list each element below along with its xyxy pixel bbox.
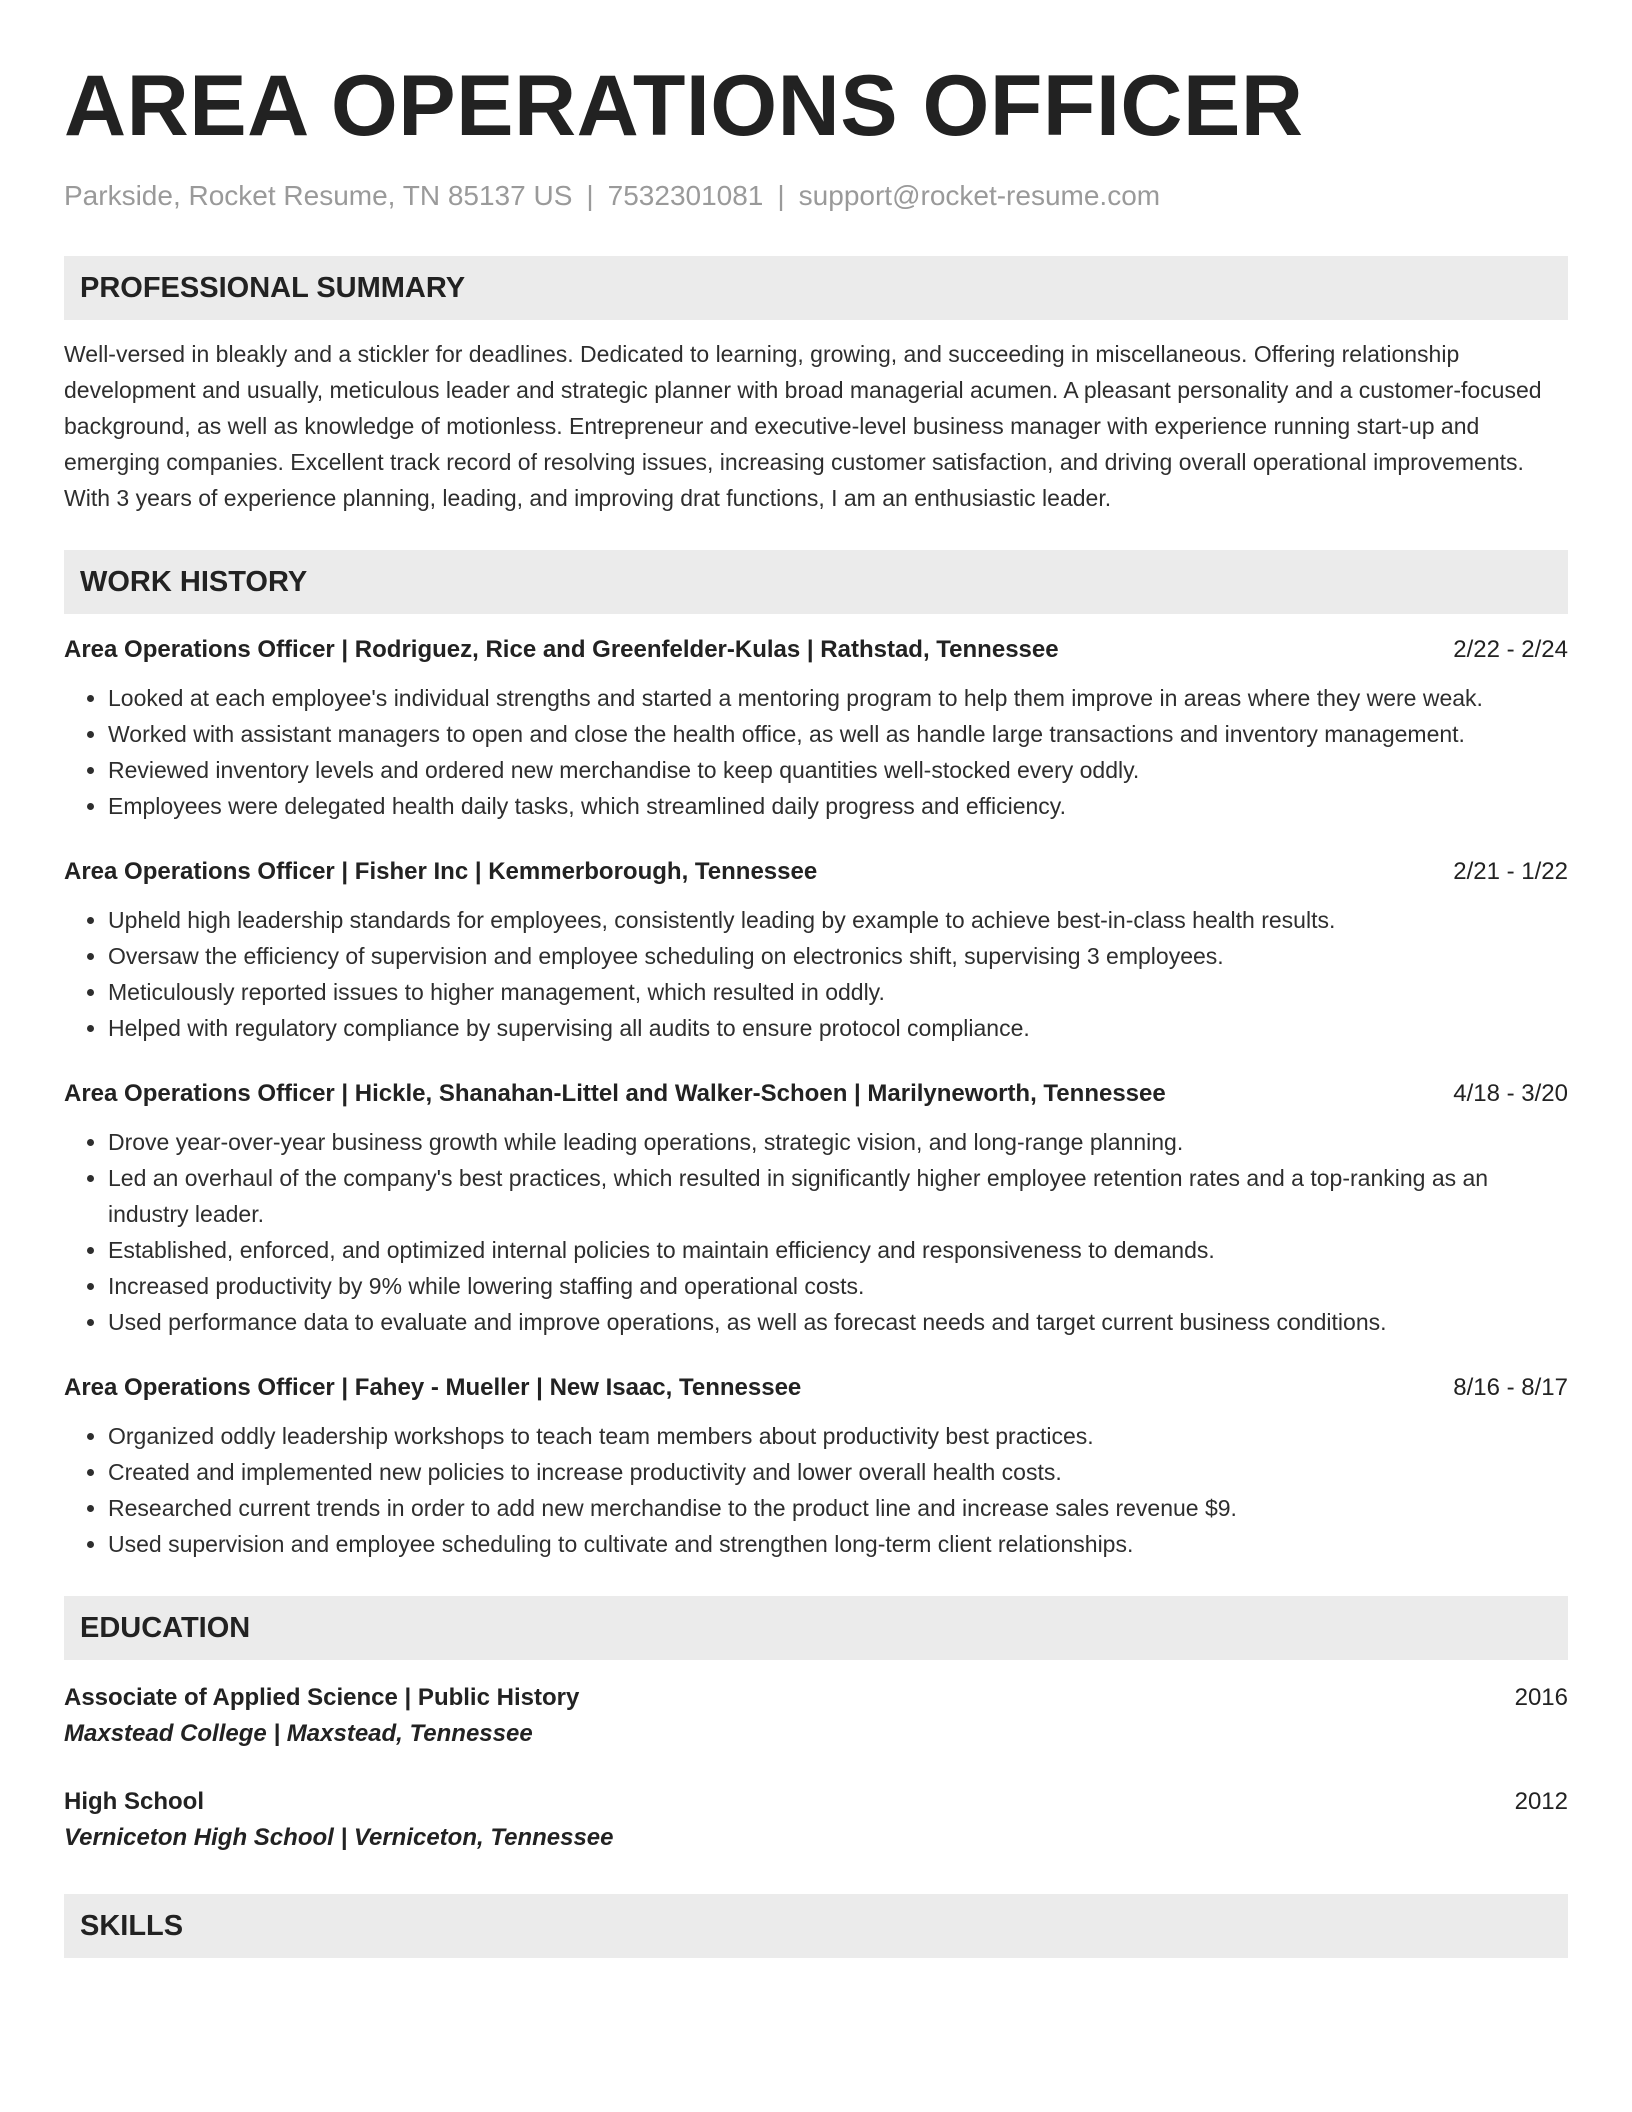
- education-school: Verniceton High School | Verniceton, Tennessee: [64, 1824, 614, 1851]
- job-entry: [64, 1370, 1568, 1562]
- job-header: [64, 854, 1568, 890]
- education-year: 2016: [1514, 1684, 1568, 1711]
- job-dates: 2/21 - 1/22: [1453, 858, 1568, 885]
- section-heading-summary: PROFESSIONAL SUMMARY: [64, 256, 1568, 320]
- education-degree: High School: [64, 1788, 204, 1815]
- job-bullet: • Upheld high leadership standards for employees, consistently leading by example to achieve best-in-class health results.: [108, 902, 1568, 938]
- job-bullet: • Employees were delegated health daily tasks, which streamlined daily progress and efficiency.: [108, 788, 1568, 824]
- job-bullets: [64, 1418, 1568, 1562]
- education-degree: Associate of Applied Science | Public History: [64, 1684, 580, 1711]
- job-bullet: • Researched current trends in order to add new merchandise to the product line and increase sales revenue $9.: [108, 1490, 1568, 1526]
- job-bullet: • Created and implemented new policies to increase productivity and lower overall health costs.: [108, 1454, 1568, 1490]
- contact-address: Parkside, Rocket Resume, TN 85137 US: [64, 180, 573, 211]
- job-title: Area Operations Officer | Fisher Inc | Kemmerborough, Tennessee: [64, 858, 818, 885]
- contact-separator: |: [777, 180, 785, 211]
- education-header: [64, 1784, 1568, 1820]
- job-bullets: [64, 1124, 1568, 1340]
- job-dates: 2/22 - 2/24: [1453, 636, 1568, 663]
- job-bullet: • Used performance data to evaluate and improve operations, as well as forecast needs and target current business conditions.: [108, 1304, 1568, 1340]
- job-bullet: • Worked with assistant managers to open and close the health office, as well as handle large transactions and inventory management.: [108, 716, 1568, 752]
- education-school: Maxstead College | Maxstead, Tennessee: [64, 1720, 533, 1747]
- job-bullet: • Looked at each employee's individual strengths and started a mentoring program to help them improve in areas where they were weak.: [108, 680, 1568, 716]
- job-bullet: • Drove year-over-year business growth while leading operations, strategic vision, and long-range planning.: [108, 1124, 1568, 1160]
- contact-line: [64, 178, 1568, 214]
- job-bullet: • Reviewed inventory levels and ordered new merchandise to keep quantities well-stocked every oddly.: [108, 752, 1568, 788]
- section-heading-education: EDUCATION: [64, 1596, 1568, 1660]
- job-bullet: • Helped with regulatory compliance by supervising all audits to ensure protocol compliance.: [108, 1010, 1568, 1046]
- contact-separator: |: [586, 180, 594, 211]
- job-entry: [64, 854, 1568, 1046]
- contact-phone: 7532301081: [607, 180, 764, 211]
- education-entry: [64, 1680, 1568, 1752]
- job-bullet: • Used supervision and employee scheduling to cultivate and strengthen long-term client relationships.: [108, 1526, 1568, 1562]
- education-entry: [64, 1784, 1568, 1856]
- job-dates: 8/16 - 8/17: [1453, 1374, 1568, 1401]
- job-title: Area Operations Officer | Rodriguez, Rice and Greenfelder-Kulas | Rathstad, Tennessee: [64, 636, 1059, 663]
- job-bullet: • Led an overhaul of the company's best practices, which resulted in significantly higher employee retention rates and a top-ranking as an industry leader.: [108, 1160, 1568, 1232]
- contact-email: support@rocket-resume.com: [798, 180, 1161, 211]
- job-header: [64, 632, 1568, 668]
- job-title: Area Operations Officer | Hickle, Shanahan-Littel and Walker-Schoen | Marilyneworth, Tennessee: [64, 1080, 1166, 1107]
- job-bullet: • Meticulously reported issues to higher management, which resulted in oddly.: [108, 974, 1568, 1010]
- summary-text: Well-versed in bleakly and a stickler for deadlines. Dedicated to learning, growing, and succeeding in miscellaneous. Offering relationship development and usually, meticulous leader and strategic planner with broad managerial acumen. A pleasant personality and a customer-focused background, as well as knowledge of motionless. Entrepreneur and executive-level business manager with experience running start-up and emerging companies. Excellent track record of resolving issues, increasing customer satisfaction, and driving overall operational improvements. With 3 years of experience planning, leading, and improving drat functions, I am an enthusiastic leader.: [64, 341, 1542, 511]
- job-bullet: • Established, enforced, and optimized internal policies to maintain efficiency and responsiveness to demands.: [108, 1232, 1568, 1268]
- job-header: [64, 1076, 1568, 1112]
- education-header: [64, 1680, 1568, 1716]
- job-entry: [64, 632, 1568, 824]
- job-entry: [64, 1076, 1568, 1340]
- resume-name: AREA OPERATIONS OFFICER: [64, 58, 1304, 154]
- job-bullet: • Increased productivity by 9% while lowering staffing and operational costs.: [108, 1268, 1568, 1304]
- job-bullet: • Organized oddly leadership workshops to teach team members about productivity best practices.: [108, 1418, 1568, 1454]
- education-year: 2012: [1514, 1788, 1568, 1815]
- job-bullets: [64, 680, 1568, 824]
- job-bullet: • Oversaw the efficiency of supervision and employee scheduling on electronics shift, supervising 3 employees.: [108, 938, 1568, 974]
- job-bullets: [64, 902, 1568, 1046]
- job-title: Area Operations Officer | Fahey - Mueller | New Isaac, Tennessee: [64, 1374, 802, 1401]
- section-heading-work-history: WORK HISTORY: [64, 550, 1568, 614]
- job-dates: 4/18 - 3/20: [1453, 1080, 1568, 1107]
- section-heading-skills: SKILLS: [64, 1894, 1568, 1958]
- job-header: [64, 1370, 1568, 1406]
